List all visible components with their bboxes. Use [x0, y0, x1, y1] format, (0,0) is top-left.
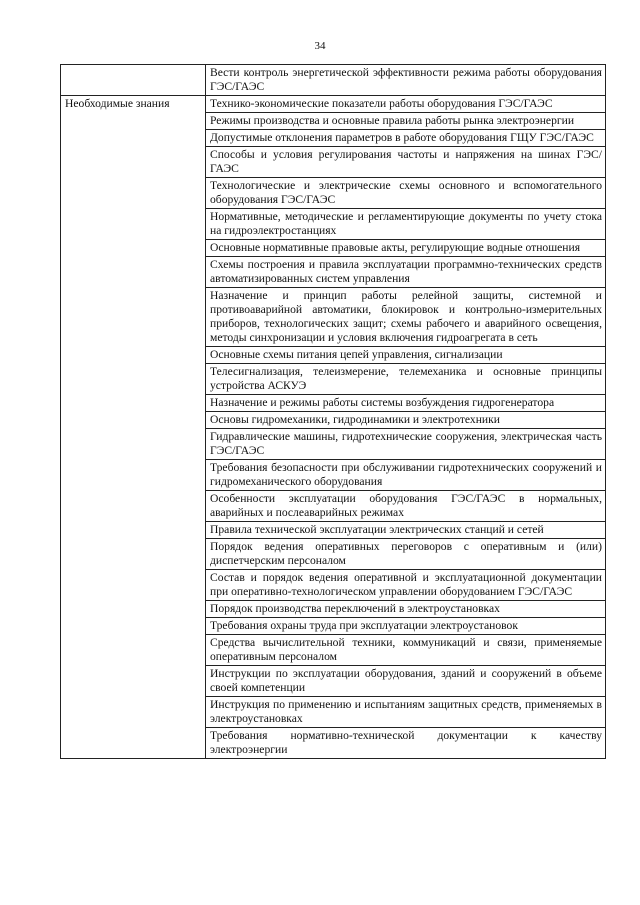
knowledge-item: Режимы производства и основные правила работы рынка электроэнергии	[206, 113, 606, 130]
knowledge-item: Нормативные, методические и регламентирующие документы по учету стока на гидроэлектростанциях	[206, 209, 606, 240]
knowledge-item: Допустимые отклонения параметров в работе оборудования ГЩУ ГЭС/ГАЭС	[206, 130, 606, 147]
knowledge-item: Инструкция по применению и испытаниям защитных средств, применяемых в электроустановках	[206, 697, 606, 728]
knowledge-item: Требования нормативно-технической документации к качеству электроэнергии	[206, 728, 606, 759]
row-text: Вести контроль энергетической эффективности режима работы оборудования ГЭС/ГАЭС	[206, 65, 606, 96]
knowledge-item: Состав и порядок ведения оперативной и эксплуатационной документации при оперативно-технологическом управлении оборудованием ГЭС/ГАЭС	[206, 570, 606, 601]
knowledge-item: Схемы построения и правила эксплуатации программно-технических средств автоматизированных систем управления	[206, 257, 606, 288]
knowledge-item: Назначение и режимы работы системы возбуждения гидрогенератора	[206, 395, 606, 412]
knowledge-item: Телесигнализация, телеизмерение, телемеханика и основные принципы устройства АСКУЭ	[206, 364, 606, 395]
knowledge-item: Порядок производства переключений в электроустановках	[206, 601, 606, 618]
knowledge-item: Требования безопасности при обслуживании гидротехнических сооружений и гидромеханического оборудования	[206, 460, 606, 491]
knowledge-item: Особенности эксплуатации оборудования ГЭС/ГАЭС в нормальных, аварийных и послеаварийных режимах	[206, 491, 606, 522]
requirements-table-body	[61, 65, 606, 759]
knowledge-item: Технико-экономические показатели работы оборудования ГЭС/ГАЭС	[206, 96, 606, 113]
knowledge-item: Способы и условия регулирования частоты и напряжения на шинах ГЭС/ГАЭС	[206, 147, 606, 178]
knowledge-item: Инструкции по эксплуатации оборудования, зданий и сооружений в объеме своей компетенции	[206, 666, 606, 697]
page-number: 34	[314, 40, 326, 52]
knowledge-item: Основные нормативные правовые акты, регулирующие водные отношения	[206, 240, 606, 257]
table-row	[61, 65, 606, 96]
knowledge-item: Требования охраны труда при эксплуатации электроустановок	[206, 618, 606, 635]
knowledge-item: Средства вычислительной техники, коммуникаций и связи, применяемые оперативным персоналом	[206, 635, 606, 666]
table-row	[61, 96, 606, 113]
section-label: Необходимые знания	[61, 96, 206, 759]
row-label	[61, 65, 206, 96]
knowledge-item: Порядок ведения оперативных переговоров с оперативным и (или) диспетчерским персоналом	[206, 539, 606, 570]
knowledge-item: Назначение и принцип работы релейной защиты, системной и противоаварийной автоматики, блокировок и контрольно-измерительных приборов, технологических защит; схемы рабочего и аварийного освещения, методы синхронизации и условия включения гидроагрегата в сеть	[206, 288, 606, 347]
knowledge-item: Технологические и электрические схемы основного и вспомогательного оборудования ГЭС/ГАЭС	[206, 178, 606, 209]
knowledge-item: Правила технической эксплуатации электрических станций и сетей	[206, 522, 606, 539]
knowledge-item: Основы гидромеханики, гидродинамики и электротехники	[206, 412, 606, 429]
knowledge-item: Гидравлические машины, гидротехнические сооружения, электрическая часть ГЭС/ГАЭС	[206, 429, 606, 460]
requirements-table	[60, 64, 606, 759]
knowledge-item: Основные схемы питания цепей управления, сигнализации	[206, 347, 606, 364]
